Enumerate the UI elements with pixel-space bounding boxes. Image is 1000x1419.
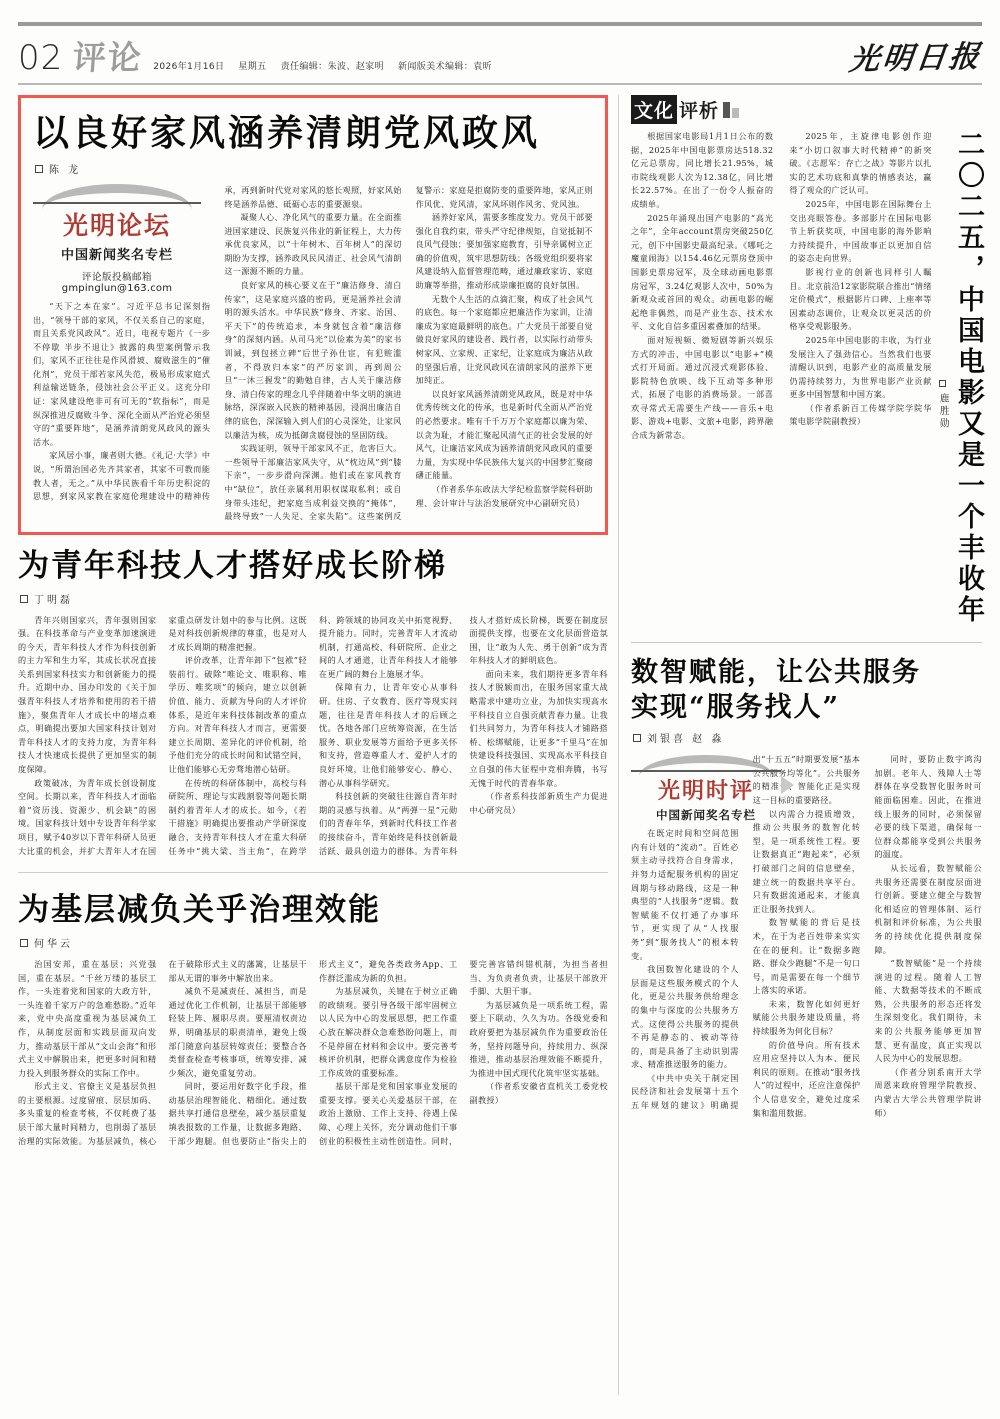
article-grassroots [18, 891, 608, 1148]
byline-box-icon [35, 165, 43, 173]
article5-credit: （作者分别系南开大学周恩来政府管理学院教授、内蒙古大学公共管理学院讲师） [874, 1066, 982, 1118]
article5-authors: 刘银喜 赵 淼 [647, 734, 725, 746]
paragraph: “数智赋能”是一个持续演进的过程。随着人工智能、大数据等技术的不断成熟，公共服务的形态还将发生深刻变化。我们期待，未来的公共服务能够更加智慧、更有温度，真正实现以人民为中心的发展思想。 [874, 958, 982, 1064]
paragraph: 减负不是减责任、减担当，而是通过优化工作机制，让基层干部能够轻装上阵、履职尽责。要厘清权责边界，明确基层的职责清单，避免上级部门随意向基层转嫁责任；要整合各类督查检查考核事项，统筹安排、减少频次，避免重复劳动。 [168, 986, 307, 1078]
forum-logo-title: 光明论坛 [33, 202, 201, 242]
weekday: 星期五 [238, 62, 267, 72]
page-content [18, 95, 982, 1395]
article1-credit: （作者系华东政法大学纪检监察学院科研助理、会计审计与法治发展研究中心副研究员） [415, 483, 593, 508]
right-section-divider [631, 642, 982, 643]
article4-headline: 二〇二五，中国电影又是一个丰收年 [953, 130, 984, 626]
paragraph: 科技创新的突破往往源自青年时期的灵感与执着。从“两弹一星”元勋们的青春年华，到新时代科技工作者的接续奋斗，青年始终是科技创新最活跃、最具创造力的群体。为青年科技人才搭好成长阶梯，既要在制度层面提供支撑，也要在文化层面营造氛围，让“敢为人先、勇于创新”成为青年科技人才的鲜明底色。 [319, 614, 608, 856]
right-column [618, 95, 982, 1395]
paragraph: 政策破冰，为青年成长创设制度空间。长期以来，青年科技人才面临着“资历浅、资源少、机会缺”的困境。国家科技计划中专设青年科学家项目，赋予40岁以下青年科研人员更大比重的机会，并扩大青年人才在国家重点研发计划中的参与比例。这既是对科技创新规律的尊重，也是对人才成长周期的精准把握。 [18, 614, 307, 856]
guangming-forum-logo [33, 184, 201, 294]
article4-credit: （作者系新百工传媒学院学院华策电影学院副教授） [789, 402, 932, 427]
article2-body [18, 614, 608, 859]
article5-byline [633, 730, 982, 745]
paragraph: 2025年，中国电影在国际舞台上交出亮眼答卷。多部影片在国际电影节上斩获奖项，中国电影的海外影响力持续提升，中国故事正以更加自信的姿态走向世界。 [789, 198, 932, 264]
article1-byline [35, 161, 593, 176]
paragraph: 2025年，主旋律电影创作迎来“小切口叙事大时代精神”的新突破。《志愿军：存亡之战》等影片以扎实的艺术功底和真挚的情感表达，赢得了观众的广泛认可。 [789, 131, 932, 196]
masthead-bottom-rule [18, 83, 982, 85]
paragraph: 无数个人生活的点滴汇聚，构成了社会风气的底色。每一个家庭都应把廉洁作为家训，让清廉成为家庭最鲜明的底色。广大党员干部要自觉做良好家风的建设者、践行者，以实际行动带头树家风、立家规、正家纪，让家庭成为廉洁从政的坚强后盾，让党风政风在清朗家风的滋养下更加纯正。 [415, 293, 593, 386]
article4-byline [936, 130, 950, 630]
page-number: 02 [18, 38, 64, 78]
paragraph: 基层干部是党和国家事业发展的重要支撑。要关心关爱基层干部，在政治上激励、工作上支持、待遇上保障、心理上关怀，充分调动他们干事创业的积极性主动性创造性。同时，要完善容错纠错机制，为担当者担当、为负责者负责，让基层干部放开手脚、大胆干事。 [319, 958, 608, 1146]
article3-credit: （作者系安徽省直机关工委党校副教授） [469, 1081, 608, 1105]
section-divider [18, 872, 608, 873]
paragraph: 2025年中国电影的丰收，为行业发展注入了强劲信心。当然我们也要清醒认识到，电影产业的高质量发展仍需持续努力，为世界电影产业贡献更多中国智慧和中国方案。 [789, 334, 932, 400]
section-title: 评论 [71, 38, 145, 77]
forum-logo-subtitle: 中国新闻奖名专栏 [60, 247, 173, 263]
masthead-left [18, 32, 492, 79]
paragraph: 为基层减负，关键在于树立正确的政绩观。要引导各级干部牢固树立以人民为中心的发展思想，把工作重心放在解决群众急难愁盼问题上，而不是停留在材料和会议中。要完善考核评价机制，把群众满意度作为检验工作成效的重要标准。 [319, 986, 458, 1078]
paper-logo: 光明日报 [847, 39, 984, 78]
article1-body [33, 184, 593, 524]
paragraph: 良好家风的核心要义在于“廉洁修身、清白传家”，这是家庭兴盛的密码，更是涵养社会清明的源头活水。中华民族“修身、齐家、治国、平天下”的传统追求，本身就包含着“廉洁修身”的深刻内涵。从司马光“以俭素为美”的家书训诫，到包拯立碑“后世子孙仕宦，有犯赃滥者，不得放归本家”的严厉家训，再到周公旦“一沐三握发”的勤勉自律，古人关于廉洁修身、清白传家的理念几乎伴随着中华文明的演进脉络，深深嵌入民族的精神基因，浸润出廉洁自律的底色，深深输入到人们的心灵深处，让家风以廉洁为核，成为抵御贪腐侵蚀的坚固防线。 [224, 280, 402, 440]
tag-inverted-text: 文化 [631, 95, 677, 124]
article3-author: 何华云 [34, 938, 73, 950]
byline-box-icon [20, 939, 28, 947]
paragraph: 影视行业的创新也同样引人瞩目。北京前沿12家影院联合推出“情绪定价模式”，根据影片口碑、上座率等因素动态调价，让观众以更灵活的价格享受观影服务。 [789, 266, 932, 332]
responsible-editors: 责任编辑：朱波、赵家明 [280, 62, 384, 72]
paragraph: “天下之本在家”。习近平总书记深刻指出，“领导干部的家风，不仅关系自己的家庭，而且关系党风政风”。近日，电视专题片《一步不停歇 半步不退让》披露的典型案例警示我们，家风不正往往是作风滑坡、腐败滋生的“催化剂”，党员干部若家风失范，极易形成家庭式利益输送链条，侵蚀社会公平正义。这充分印证：家风建设绝非可有可无的“软指标”，而是纵深推进反腐败斗争、深化全面从严治党必须坚守的“重要阵地”，是涵养清朗党风政风的源头活水。 [33, 300, 211, 447]
byline-box-icon [20, 595, 28, 603]
paragraph: 的价值导向。所有技术应用应坚持以人为本、便民利民的原则。在推动“服务找人”的过程中，还应注意保护个人信息安全，避免过度采集和滥用数据。 [752, 1039, 861, 1118]
article3-headline: 为基层减负关乎治理效能 [18, 892, 381, 929]
paragraph: 治国安邦，重在基层；兴党强国，重在基层。“千丝万缕的基层工作，一头连着党和国家的大政方针，一头连着千家万户的急难愁盼。”近年来，党中央高度重视为基层减负工作，从制度层面和实践层面双向发力，推动基层干部从“文山会海”和形式主义中解脱出来，把更多时间和精力投入到服务群众的实际工作中。 [18, 958, 157, 1078]
paragraph: 保障有力，让青年安心从事科研。住房、子女教育、医疗等现实问题，往往是青年科技人才的后顾之忧。各地各部门应统筹资源，在生活服务、职业发展等方面给予更多关怀和支持，营造尊重人才、爱护人才的良好环境，让他们能够安心、静心、潜心从事科学研究。 [319, 682, 458, 788]
newspaper-page [0, 22, 1000, 1419]
paragraph: 根据国家电影局1月1日公布的数据，2025年中国电影票房达518.32亿元总票房，同比增长21.95%，城市院线观影人次为12.38亿，同比增长22.57%。在出了一份令人振奋的成绩单。 [631, 131, 774, 209]
byline-box-icon [633, 734, 641, 742]
paragraph: 为基层减负是一项系统工程，需要上下联动、久久为功。各级党委和政府要把为基层减负作为重要政治任务，坚持问题导向，持续用力、纵深推进，推动基层治理效能不断提升，为推进中国式现代化筑牢坚实基础。 [469, 999, 608, 1078]
paragraph: 未来，数智化如何更好赋能公共服务建设质量，将持续服务为何化目标？ [752, 998, 861, 1037]
article2-headline: 为青年科技人才搭好成长阶梯 [18, 547, 447, 584]
art-editor: 新闻版美术编辑：袁昕 [397, 62, 492, 72]
forum-mail-label: 评论版投稿邮箱 [81, 271, 152, 283]
article5-body [631, 753, 982, 1120]
tag-marker-icon [723, 102, 739, 118]
paragraph: 青年兴则国家兴，青年强则国家强。在科技革命与产业变革加速演进的今天，青年科技人才作为科技创新的主力军和生力军，其成长状况直接关系到国家科技实力和创新能力的提升。近期中办、国办印发的《关于加强青年科技人才培养和使用的若干措施》，聚焦青年人才成长中的堵点难点，明确提出要加大国家科技计划对青年科技人才的支持力度，为青年科技人才快速成长提供了更加坚实的制度保障。 [18, 614, 157, 775]
article3-byline [20, 935, 608, 950]
paragraph: 实践证明，领导干部家风不正，危害巨大。一些领导干部廉洁家风失守，从“枕边风”到“膝下亲”，一步步滑向深渊。他们或在家风教育中“缺位”，放任亲属利用职权谋取私利；或自身带头违纪，把家庭当成利益交换的“掩体”，最终导致“一人失足、全家失陷”。这些案例反复警示：家庭是拒腐防变的重要阵地，家风正则作风优、党风清，家风坏则作风劣、党风浊。 [224, 184, 593, 522]
paragraph: 数智赋能的背后是技术，在于为老百姓带来实实在在的便利。让“数据多跑路、群众少跑腿”不是一句口号，而是需要在每一个细节上落实的承诺。 [752, 917, 861, 996]
paragraph: 涵养好家风，需要多维度发力。党员干部要强化自我约束，带头严守纪律规矩，自觉抵制不良风气侵蚀；要加强家庭教育，引导亲属树立正确的价值观，筑牢思想防线；各级党组织要将家风建设纳入监督管理范畴，通过廉政家访、家庭助廉等举措，推动形成崇廉拒腐的良好氛围。 [415, 212, 593, 291]
culture-review-tag [631, 95, 739, 124]
article4-author: 鹿胜勋 [937, 393, 949, 431]
paragraph: 我国数智化建设的个人层面是这些服务模式的个人化，更是公共服务供给理念的集中与深度的公共服务方式。这使得公共服务的提供不再是静态的、被动等待的，而是具备了主动识别需求、精准推送服务的能力。 [631, 964, 739, 1070]
forum-mail-address: gmpinglun@163.com [61, 282, 173, 294]
paragraph: 2025年涌现出国产电影的“高光之年”，全年account票房突破250亿元，创下中国影史最高纪录。《哪吒之魔童闹海》以154.46亿元票房登顶中国影史票房冠军，及全球动画电影票房冠军，3.24亿观影人次中，50%为新观众或首回的观众。动画电影的崛起绝非偶然，而是产业生态、技术水平、文化自信多重因素叠加的结果。 [631, 212, 774, 332]
paragraph: 同时，要运用好数字化手段，推动基层治理智能化、精细化。通过数据共享打通信息壁垒，减少基层重复填表报数的工作量，让数据多跑路、干部少跑腿。但也要防止“指尖上的形式主义”，避免各类政务App、工作群泛滥成为新的负担。 [168, 958, 458, 1146]
paragraph: 家风居小事，廉者则大德。《礼记·大学》中说，“所谓治国必先齐其家者，其家不可教而能教人者，无之。”从中华民族看千年历史积淀的思想，到家风家教在家庭伦理建设中的精神传承，再到新时代党对家风的悠长观照，好家风始终是涵养品德、砥砺心志的重要源泉。 [33, 184, 402, 502]
paragraph: 从长远看，数智赋能公共服务还需要在制度层面进行创新。要建立健全与数智化相适应的管理体制、运行机制和评价标准，为公共服务的持续优化提供制度保障。 [874, 862, 982, 955]
article2-author: 丁明磊 [34, 594, 73, 606]
article3-body [18, 958, 608, 1148]
article2-byline [20, 591, 608, 606]
masthead-meta [153, 59, 492, 77]
paragraph: 形式主义、官僚主义是基层负担的主要根源。过度留痕、层层加码、多头重复的检查考核，不仅耗费了基层干部大量时间精力，也削弱了基层治理的实际效能。为基层减负，核心在于破除形式主义的藩篱，让基层干部从无谓的事务中解放出来。 [18, 958, 307, 1146]
article1-author: 陈 龙 [49, 164, 82, 176]
article5-headline-line2: 实现“服务找人” [631, 692, 841, 724]
left-column [18, 95, 618, 1395]
paragraph: 评价改革，让青年卸下“包袱”轻装前行。破除“唯论文、唯职称、唯学历、唯奖项”的倾向，建立以创新价值、能力、贡献为导向的人才评价体系，是近年来科技体制改革的重点方向。对青年科技人才而言，更需要建立长周期、差异化的评价机制，给予他们充分的成长时间和试错空间，让他们能够心无旁骛地潜心钻研。 [168, 655, 307, 775]
commentary-logo-title: 光明时评 [631, 770, 781, 805]
paragraph: 面对短视频、微短剧等新兴娱乐方式的冲击，中国电影以“电影+”模式打开局面。通过沉浸式观影体验、影院特色放映、线下互动等多种形式，拓展了电影的消费场景。一部喜欢寻常式无需要生产线——音乐+电影、游戏+电影、文旅+电影，跨界融合成为新常态。 [631, 334, 774, 441]
article4-body [631, 130, 932, 443]
paragraph: 在既定时间和空间范围内有计划的“流动”。百姓必须主动寻找符合自身需求，并努力适配服务机构的固定周期与移动路线，这是一种典型的“人找服务”逻辑。数智赋能不仅打通了办事环节，更实现了从“人找服务”到“服务找人”的根本转变。 [631, 828, 739, 961]
commentary-logo-subtitle: 中国新闻奖名专栏 [656, 808, 756, 823]
byline-box-icon [939, 380, 946, 387]
paragraph: 以良好家风涵养清朗党风政风，既是对中华优秀传统文化的传承，也是新时代全面从严治党的必然要求。唯有千千万万个家庭都以廉为荣、以贪为耻，才能汇聚起风清气正的社会发展的好风气，让廉洁家风成为涵养清朗党风政风的重要力量，为实现中华民族伟大复兴的中国梦汇聚磅礴正能量。 [415, 388, 593, 481]
film-review-layout [631, 130, 982, 630]
paragraph: 同时，要防止数字鸿沟加剧。老年人、残障人士等群体在享受数智化服务时可能面临困难。因此，在推进线上服务的同时，必须保留必要的线下渠道，确保每一位群众都能享受到公共服务的温度。 [874, 754, 982, 860]
article-youth-talent [18, 547, 608, 858]
paragraph: 《中共中央关于制定国民经济和社会发展第十五个五年规划的建议》明确提出“十五五”时期要发展“基本公共服务均等化”。公共服务的精准化、智能化正是实现这一目标的重要路径。 [631, 754, 861, 1111]
paragraph: 面向未来，我们期待更多青年科技人才脱颖而出，在服务国家重大战略需求中建功立业，为加快实现高水平科技自立自强贡献青春力量。让我们共同努力，为青年科技人才铺路搭桥、松绑赋能，让更多“千里马”在加快建设科技强国、实现高水平科技自立自强的伟大征程中竞相奔腾，书写无愧于时代的青春华章。 [469, 668, 608, 788]
publish-date: 2026年1月16日 [153, 62, 225, 72]
paragraph: 以内需合力提质增效，推动公共服务的数智化转型，是一项系统性工程。要让数据真正“跑起来”，必须打破部门之间的信息壁垒，建立统一的数据共享平台。只有数据流通起来，才能真正让服务找到人。 [752, 808, 861, 914]
tag-plain-text: 评析 [679, 100, 720, 122]
paragraph: 凝聚人心、净化风气的重要力量。在全面推进国家建设、民族复兴伟业的新征程上，大力传承优良家风，以“十年树木、百年树人”的深切期盼为支撑，涵养政风民风清正、社会风气清朗这一源源不断的力量。 [224, 212, 402, 277]
article-public-service [631, 655, 982, 1120]
paragraph: 在传统的科研体制中，高校与科研院所、理论与实践割裂等问题长期制约着青年人才的成长。如今，《若干措施》明确提出要推动产学研深度融合，支持青年科技人才在重大科研任务中“挑大梁、当主角”，在跨学科、跨领域的协同攻关中拓宽视野、提升能力。同时，完善青年人才流动机制，打通高校、科研院所、企业之间的人才通道，让青年科技人才能够在更广阔的舞台上施展才华。 [168, 614, 458, 856]
article-featured [18, 95, 608, 535]
article5-headline-line1: 数智赋能，让公共服务 [631, 657, 921, 688]
article1-headline: 以良好家风涵养清朗党风政风 [33, 112, 541, 154]
masthead [18, 26, 982, 83]
article2-credit: （作者系科技部新质生产力促进中心研究员） [469, 791, 608, 815]
article-film-review [631, 95, 982, 630]
